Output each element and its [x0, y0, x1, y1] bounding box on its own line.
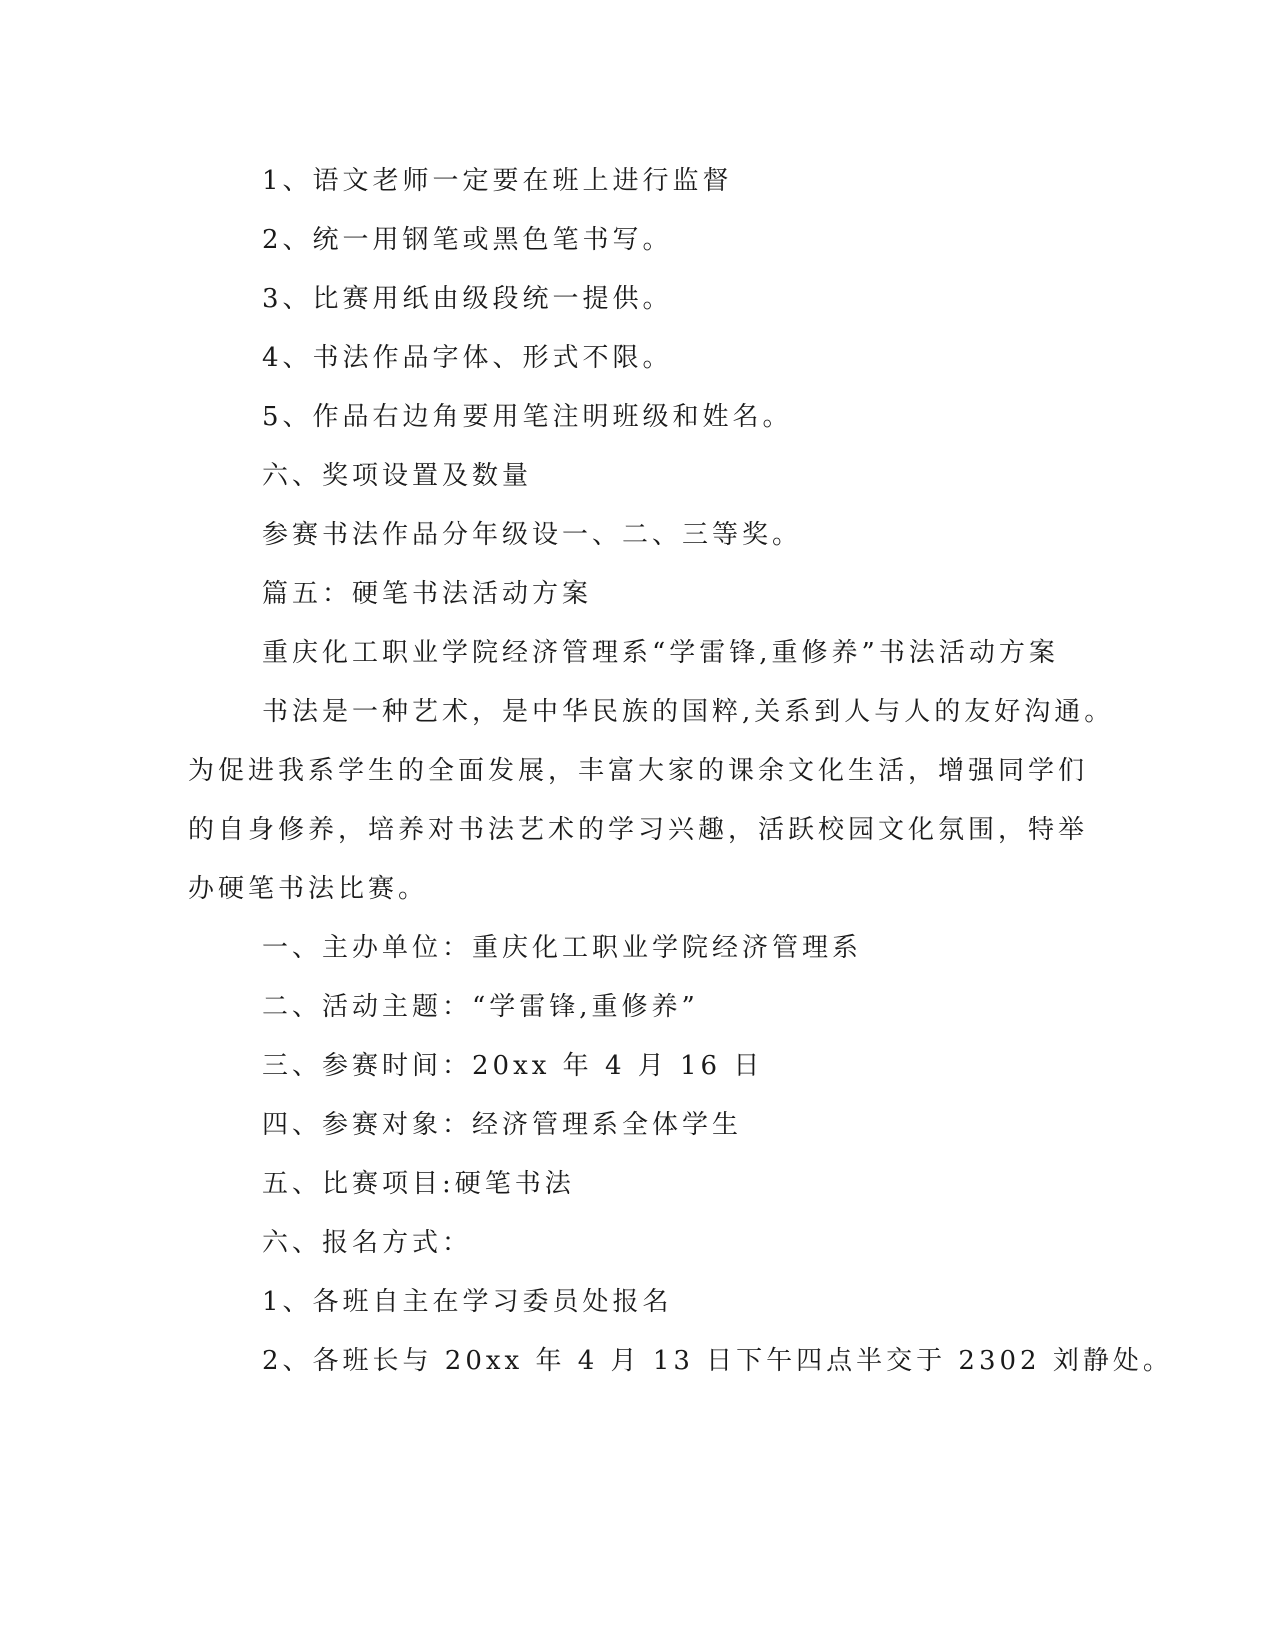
theme-line: 二、活动主题：“学雷锋,重修养” [262, 992, 699, 1022]
rule-item-4: 4、书法作品字体、形式不限。 [262, 343, 673, 373]
section-heading-awards: 六、奖项设置及数量 [262, 461, 533, 491]
intro-paragraph-line-3: 的自身修养，培养对书法艺术的学习兴趣，活跃校园文化氛围，特举 [188, 815, 1089, 845]
event-type-line: 五、比赛项目:硬笔书法 [262, 1169, 575, 1199]
registration-item-2: 2、各班长与 20xx 年 4 月 13 日下午四点半交于 2302 刘静处。 [262, 1346, 1173, 1376]
chapter-title: 篇五：硬笔书法活动方案 [262, 579, 593, 609]
rule-item-2: 2、统一用钢笔或黑色笔书写。 [262, 225, 673, 255]
organizer-line: 一、主办单位：重庆化工职业学院经济管理系 [262, 933, 863, 963]
participants-line: 四、参赛对象：经济管理系全体学生 [262, 1110, 743, 1140]
rule-item-5: 5、作品右边角要用笔注明班级和姓名。 [262, 402, 793, 432]
registration-heading: 六、报名方式： [262, 1228, 473, 1258]
rule-item-1: 1、语文老师一定要在班上进行监督 [262, 166, 733, 196]
date-line: 三、参赛时间：20xx 年 4 月 16 日 [262, 1051, 764, 1081]
registration-item-1: 1、各班自主在学习委员处报名 [262, 1287, 673, 1317]
rule-item-3: 3、比赛用纸由级段统一提供。 [262, 284, 673, 314]
intro-paragraph-line-2: 为促进我系学生的全面发展，丰富大家的课余文化生活，增强同学们 [188, 756, 1089, 786]
awards-text: 参赛书法作品分年级设一、二、三等奖。 [262, 520, 803, 550]
plan-title: 重庆化工职业学院经济管理系“学雷锋,重修养”书法活动方案 [262, 638, 1059, 668]
intro-paragraph-line-4: 办硬笔书法比赛。 [188, 874, 429, 904]
intro-paragraph-line-1: 书法是一种艺术，是中华民族的国粹,关系到人与人的友好沟通。 [262, 697, 1115, 727]
